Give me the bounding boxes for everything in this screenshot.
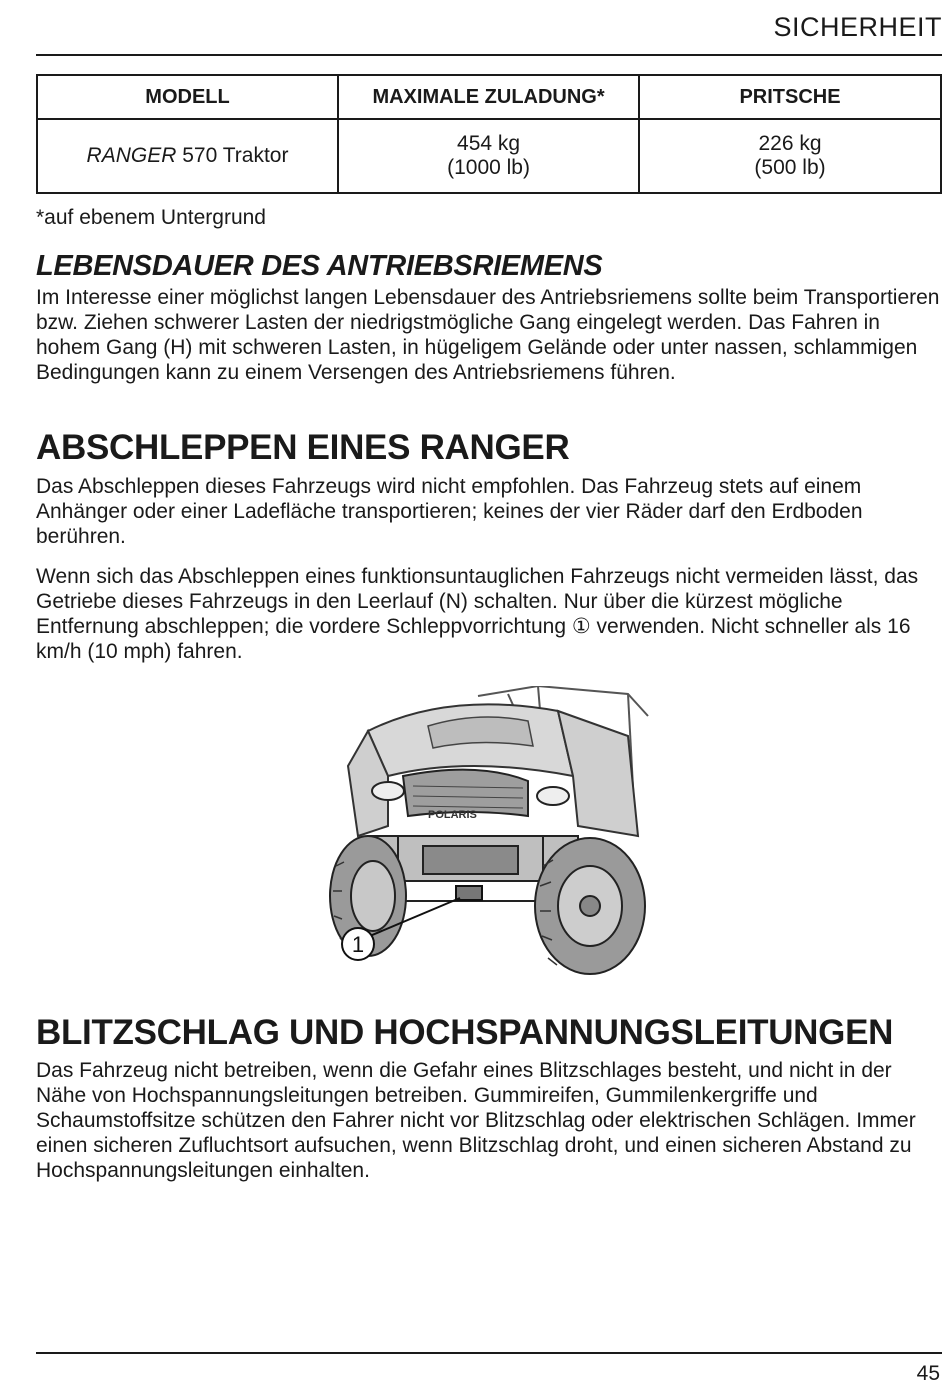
table-footnote: *auf ebenem Untergrund [36, 206, 266, 229]
vehicle-front-illustration [328, 686, 650, 976]
paragraph-drive-belt: Im Interesse einer möglichst langen Lebensdauer des Antriebsriemens sollte beim Transportieren bzw. Ziehen schwerer Lasten der niedrigstmögliche Gang eingelegt werden. Das Fahren in hohem Gang (H) mit schweren Lasten, in hügeligem Gelände oder unter nassen, schlammigen Bedingungen kann zu einem Versengen des Antriebsriemens führen. [36, 286, 940, 384]
utv-front-drawing [328, 686, 650, 976]
model-name-italic: RANGER [86, 144, 177, 167]
bed-load-lb: (500 lb) [754, 156, 826, 179]
brand-mark-text: POLARIS [428, 809, 477, 821]
max-load-lb: (1000 lb) [447, 156, 530, 179]
model-name-rest: 570 Traktor [176, 144, 289, 167]
table-row [37, 119, 941, 193]
max-load-cell [338, 119, 639, 193]
heading-towing: ABSCHLEPPEN EINES RANGER [36, 428, 570, 467]
column-header-bed: PRITSCHE [639, 75, 941, 119]
paragraph-towing-2: Wenn sich das Abschleppen eines funktionsuntauglichen Fahrzeugs nicht vermeiden lässt, das Getriebe dieses Fahrzeugs in den Leerlauf (N) schalten. Nur über die kürzest mögliche Entfernung abschleppen; die vordere Schleppvorrichtung ① verwenden. Nicht schneller als 16 km/h (10 mph) fahren. [36, 565, 919, 663]
callout-number: 1 [351, 932, 365, 957]
load-capacity-table [36, 74, 942, 194]
bed-load-kg: 226 kg [758, 132, 822, 155]
footer-divider [36, 1352, 942, 1354]
table-header-row [37, 75, 941, 119]
max-load-kg: 454 kg [457, 132, 521, 155]
page-number: 45 [916, 1362, 940, 1385]
header-divider [36, 54, 942, 56]
column-header-model: MODELL [37, 75, 338, 119]
heading-lightning: BLITZSCHLAG UND HOCHSPANNUNGSLEITUNGEN [36, 1013, 894, 1052]
heading-drive-belt: LEBENSDAUER DES ANTRIEBSRIEMENS [36, 250, 603, 282]
paragraph-lightning: Das Fahrzeug nicht betreiben, wenn die Gefahr eines Blitzschlages besteht, und nicht in der Nähe von Hochspannungsleitungen betreiben. Gummireifen, Gummilenkergriffe und Schaumstoffsitze schützen den Fahrer nicht vor Blitzschlag oder elektrischen Schlägen. Immer einen sicheren Zufluchtsort aufsuchen, wenn Blitzschlag droht, und einen sicheren Abstand zu Hochspannungsleitungen einhalten. [36, 1059, 916, 1182]
paragraph-towing-1: Das Abschleppen dieses Fahrzeugs wird nicht empfohlen. Das Fahrzeug stets auf einem Anhänger oder einer Ladefläche transportieren; keines der vier Räder darf den Erdboden berühren. [36, 475, 863, 548]
section-header-title: SICHERHEIT [773, 12, 942, 42]
bed-load-cell [639, 119, 941, 193]
model-cell [37, 119, 338, 193]
column-header-max-load: MAXIMALE ZULADUNG* [338, 75, 639, 119]
